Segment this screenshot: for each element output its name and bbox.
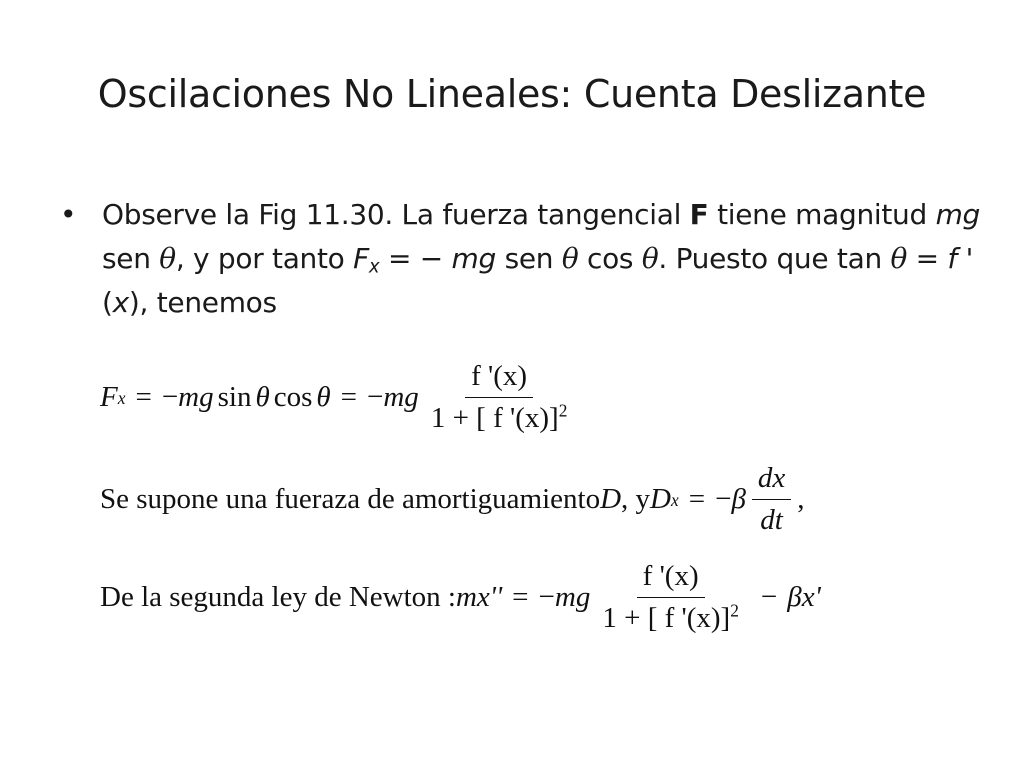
fx-symbol: F xyxy=(353,242,369,275)
cos-function: cos xyxy=(273,381,313,413)
minus-sign: − xyxy=(760,581,778,613)
beta-symbol: β xyxy=(731,483,746,515)
eq-symbol-D: D xyxy=(650,483,671,515)
fraction-numerator: f '(x) xyxy=(465,360,533,398)
text-run: sen xyxy=(495,242,562,275)
text-run: Observe la Fig 11.30. La fuerza tangencial xyxy=(102,198,690,231)
equation-force xyxy=(100,360,579,435)
text-run: . Puesto que tan xyxy=(658,242,891,275)
text-run: cos xyxy=(578,242,642,275)
fraction xyxy=(596,560,745,635)
fraction-denominator: 1 + [ f '(x)]$^2$ xyxy=(430,400,568,434)
equals-sign: = xyxy=(340,381,357,413)
theta-symbol: θ xyxy=(159,242,176,275)
exponent: 2 xyxy=(730,600,739,621)
theta-symbol: θ xyxy=(890,242,908,275)
fraction-numerator: f '(x) xyxy=(637,560,705,598)
eq-subscript-x: x xyxy=(117,387,126,408)
damping-term: βx' xyxy=(787,581,821,613)
force-symbol: F xyxy=(689,198,709,231)
minus-sign: − xyxy=(715,483,732,515)
minus-sign: − xyxy=(161,381,179,413)
damping-text: Se supone una fueraza de amortiguamiento xyxy=(100,483,601,515)
eq-subscript-x: x xyxy=(670,489,679,510)
x-symbol: x xyxy=(112,286,129,319)
equation-damping xyxy=(100,462,805,537)
text-run: ( xyxy=(102,286,113,319)
separator-text: , y xyxy=(621,483,651,515)
newton-text: De la segunda ley de Newton : xyxy=(100,581,456,613)
eq-symbol-mg: mg xyxy=(554,581,591,613)
equation-newton xyxy=(100,560,821,635)
equals-sign: = xyxy=(135,381,152,413)
theta-symbol: θ xyxy=(641,242,659,275)
eq-symbol-mg: mg xyxy=(178,381,214,413)
eq-lhs: mx'' xyxy=(455,581,503,613)
text-run: tiene magnitud xyxy=(708,198,936,231)
bullet-marker: • xyxy=(60,198,77,231)
text-run: = xyxy=(907,242,948,275)
text-run: , y por tanto xyxy=(175,242,354,275)
sin-function: sin xyxy=(217,381,252,413)
fraction-numerator: dx xyxy=(752,462,791,500)
eq-symbol-F: F xyxy=(100,381,118,413)
fraction-denominator: dt xyxy=(760,504,783,536)
theta-symbol: θ xyxy=(255,381,270,413)
minus-sign: − xyxy=(538,581,555,613)
slide-title: Oscilaciones No Lineales: Cuenta Deslizante xyxy=(97,72,927,116)
mg-symbol: mg xyxy=(935,198,981,231)
f-prime-symbol: f ' xyxy=(947,242,973,275)
text-run: sen xyxy=(102,242,160,275)
eq-symbol-D: D xyxy=(600,483,622,515)
equals-sign: = xyxy=(512,581,529,613)
eq-symbol-mg: mg xyxy=(383,381,419,413)
bullet-paragraph xyxy=(60,193,990,325)
text-run: = − xyxy=(379,242,452,275)
comma: , xyxy=(797,483,805,515)
text-run: ), tenemos xyxy=(128,286,277,319)
theta-symbol: θ xyxy=(316,381,331,413)
fraction xyxy=(425,360,574,435)
theta-symbol: θ xyxy=(561,242,579,275)
equals-sign: = xyxy=(688,483,706,515)
fx-subscript: x xyxy=(368,256,380,278)
minus-sign: − xyxy=(367,381,384,413)
exponent: 2 xyxy=(558,400,568,421)
bullet-text xyxy=(102,193,990,325)
fraction-denominator: 1 + [ f '(x)]$^2$ xyxy=(602,600,739,634)
derivative-fraction xyxy=(752,462,791,537)
mg-symbol: mg xyxy=(451,242,496,275)
